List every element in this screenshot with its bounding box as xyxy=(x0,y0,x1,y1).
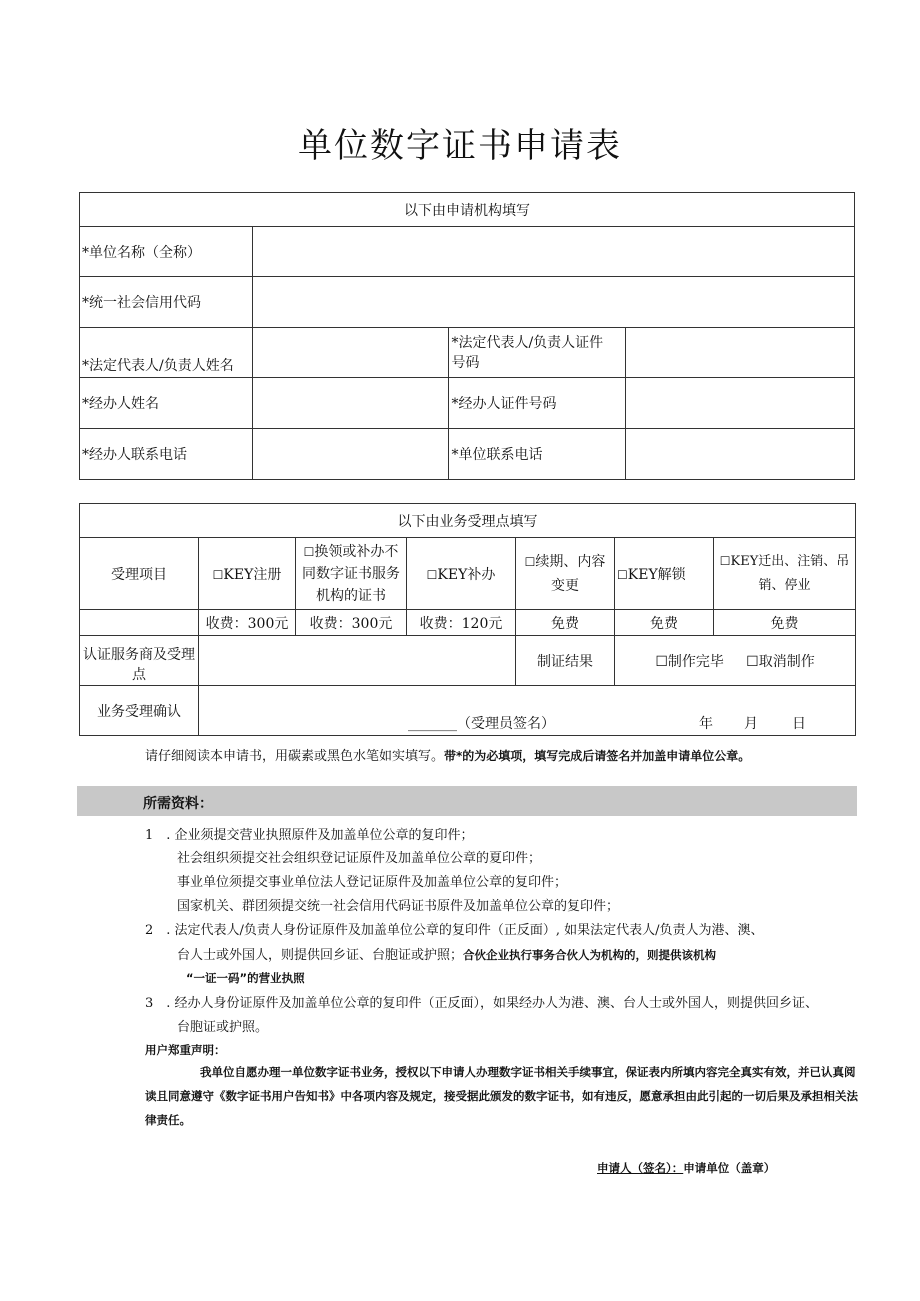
agent-name-field[interactable] xyxy=(253,378,449,429)
result-cancel-checkbox[interactable]: ☐取消制作 xyxy=(746,653,815,670)
legal-rep-name-label: *法定代表人/负责人姓名 xyxy=(80,328,253,378)
fee-key-reissue: 收费：120元 xyxy=(407,610,516,636)
fee-row-spacer xyxy=(80,610,199,636)
checkbox-icon[interactable]: ☐ xyxy=(212,567,224,582)
section2-header: 以下由业务受理点填写 xyxy=(80,504,856,538)
agent-id-label: *经办人证件号码 xyxy=(449,378,625,429)
material-line: 3 . 经办人身份证原件及加盖单位公章的复印件（正反面），如果经办人为港、澳、台人士或外国人，则提供回乡证、 xyxy=(145,996,819,1011)
note-plain: 请仔细阅读本申请书，用碳素或黑色水笔如实填写。 xyxy=(145,749,445,764)
fill-instruction xyxy=(145,745,750,764)
result-options xyxy=(615,636,856,686)
checkbox-icon[interactable]: ☐ xyxy=(719,554,731,568)
signer-text: （受理员签名） xyxy=(457,716,555,732)
item-label: 受理项目 xyxy=(80,538,199,610)
materials-heading: 所需资料： xyxy=(143,796,213,812)
date-year: 年 xyxy=(699,716,713,732)
legal-rep-name-field[interactable] xyxy=(253,328,449,378)
agent-name-label: *经办人姓名 xyxy=(80,378,253,429)
material-line: 1 . 企业须提交营业执照原件及加盖单位公章的复印件； xyxy=(145,828,474,843)
confirm-label: 业务受理确认 xyxy=(80,686,199,736)
materials-band xyxy=(77,786,857,816)
unit-name-label: *单位名称（全称） xyxy=(80,227,253,277)
unit-phone-field[interactable] xyxy=(625,429,854,480)
material-line-part: 台人士或外国人，则提供回乡证、台胞证或护照； xyxy=(177,948,464,963)
checkbox-icon[interactable]: ☐ xyxy=(617,567,628,582)
legal-rep-id-label-line2: 号码 xyxy=(451,354,480,371)
processing-section-table xyxy=(79,503,856,736)
applicant-section-table xyxy=(79,192,855,480)
declaration-body: 我单位自愿办理一单位数字证书业务，授权以下申请人办理数字证书相关手续事宜，保证表内所填内容完全真实有效，并已认真阅读且同意遵守《数字证书用户告知书》中各项内容及规定，接受据此颁发的数字证书，如有违反，愿意承担由此引起的一切后果及承担相关法律责任。 xyxy=(145,1065,858,1127)
fee-key-register: 收费：300元 xyxy=(199,610,296,636)
item-text: KEY解锁 xyxy=(627,566,686,583)
result-done-checkbox[interactable]: ☐制作完毕 xyxy=(655,653,724,670)
checkbox-icon[interactable]: ☐ xyxy=(303,544,315,559)
material-line: 台胞证或护照。 xyxy=(177,1020,269,1035)
legal-rep-id-label-line1: *法定代表人/负责人证件 xyxy=(451,334,604,351)
date-month: 月 xyxy=(744,716,758,732)
item-text: 续期、内容 xyxy=(535,553,606,570)
item-text: 销、停业 xyxy=(758,578,811,593)
fee-key-unlock: 免费 xyxy=(615,610,714,636)
note-bold: 带*的为必填项，填写完成后请签名并加盖申请单位公章。 xyxy=(444,749,751,763)
item-text: 机构的证书 xyxy=(316,587,386,604)
item-text: 变更 xyxy=(551,577,579,594)
agent-id-field[interactable] xyxy=(625,378,854,429)
declaration-text xyxy=(145,1060,860,1132)
credit-code-field[interactable] xyxy=(253,277,855,328)
result-label: 制证结果 xyxy=(516,636,615,686)
provider-field[interactable] xyxy=(199,636,516,686)
fee-replace-cert: 收费：300元 xyxy=(296,610,407,636)
unit-seal-label: 申请单位（盖章） xyxy=(683,1161,776,1175)
legal-rep-id-label xyxy=(449,328,625,378)
applicant-signature-label: 申请人（签名）： xyxy=(597,1161,684,1175)
item-key-transfer[interactable] xyxy=(714,538,856,610)
confirm-field[interactable] xyxy=(199,686,856,736)
item-text: KEY注册 xyxy=(223,566,282,583)
page-title: 单位数字证书申请表 xyxy=(298,126,622,166)
material-line-part: 合伙企业执行事务合伙人为机构的，则提供该机构 xyxy=(463,948,717,962)
item-key-reissue[interactable] xyxy=(407,538,516,610)
unit-phone-label: *单位联系电话 xyxy=(449,429,625,480)
material-line: 2 . 法定代表人/负责人身份证原件及加盖单位公章的复印件（正反面）, 如果法定代表人/负责人为港、澳、 xyxy=(145,923,764,938)
credit-code-label: *统一社会信用代码 xyxy=(80,277,253,328)
material-line: “一证一码”的营业执照 xyxy=(186,971,305,985)
section1-header: 以下由申请机构填写 xyxy=(80,193,855,227)
checkbox-icon[interactable]: ☐ xyxy=(524,554,536,569)
item-text: KEY补办 xyxy=(437,566,496,583)
fee-renew: 免费 xyxy=(516,610,615,636)
item-replace-cert[interactable] xyxy=(296,538,407,610)
agent-phone-label: *经办人联系电话 xyxy=(80,429,253,480)
legal-rep-id-field[interactable] xyxy=(625,328,854,378)
provider-label: 认证服务商及受理点 xyxy=(80,636,199,686)
material-line: 国家机关、群团须提交统一社会信用代码证书原件及加盖单位公章的复印件； xyxy=(177,899,620,914)
material-line xyxy=(177,944,716,963)
declaration-heading: 用户郑重声明： xyxy=(145,1043,226,1057)
date-day: 日 xyxy=(792,716,806,732)
agent-phone-field[interactable] xyxy=(253,429,449,480)
item-text: KEY迁出、注销、吊 xyxy=(730,554,850,569)
signature-line xyxy=(597,1160,775,1176)
item-key-register[interactable] xyxy=(199,538,296,610)
item-text: 换领或补办不 xyxy=(314,543,399,560)
item-renew[interactable] xyxy=(516,538,615,610)
item-key-unlock[interactable] xyxy=(615,538,714,610)
checkbox-icon[interactable]: ☐ xyxy=(426,567,438,582)
item-text: 同数字证书服务 xyxy=(302,565,400,582)
fee-key-transfer: 免费 xyxy=(714,610,856,636)
unit-name-field[interactable] xyxy=(253,227,855,277)
signer-blank: _______ xyxy=(408,716,457,732)
material-line: 事业单位须提交事业单位法人登记证原件及加盖单位公章的复印件； xyxy=(177,875,568,890)
material-line: 社会组织须提交社会组织登记证原件及加盖单位公章的夏印件； xyxy=(177,851,542,866)
